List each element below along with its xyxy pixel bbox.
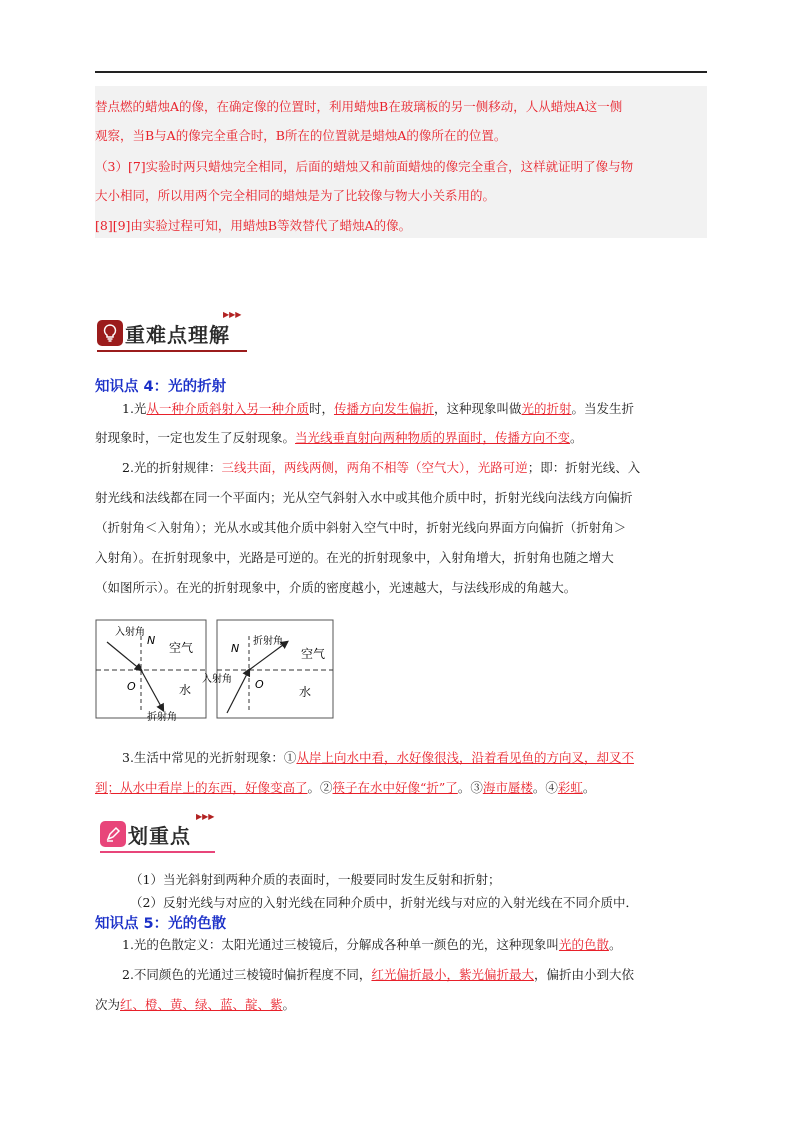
left-refraction-angle-label: 折射角: [147, 712, 177, 723]
arrows-decoration: ▶▶▶: [196, 812, 215, 821]
right-water-label: 水: [299, 685, 312, 699]
knowledge-point-4-title: 知识点 4：光的折射: [95, 379, 227, 395]
section-title: 重难点理解: [125, 322, 230, 347]
section-underline: [100, 851, 215, 853]
kp4-paragraph-2-line-4: 入射角）。在折射现象中，光路是可逆的。在光的折射现象中，入射角增大，折射角也随之增大: [95, 550, 614, 565]
left-refracted-ray: [141, 670, 163, 710]
kp5-paragraph-2-line-2: 次为红、橙、黄、绿、蓝、靛、紫。: [95, 997, 296, 1012]
left-water-label: 水: [179, 683, 192, 697]
left-incident-angle-label: 入射角: [115, 627, 145, 638]
highlighter-icon: [100, 821, 126, 847]
kp4-paragraph-1-line-2: 射现象时，一定也发生了反射现象。当光线垂直射向两种物质的界面时，传播方向不变。: [95, 430, 583, 445]
right-origin-label: O: [255, 678, 264, 691]
refraction-diagram: [95, 618, 335, 724]
answer-line-5: [8][9]由实验过程可知，用蜡烛B等效替代了蜡烛A的像。: [95, 218, 412, 233]
header-rule: [95, 71, 707, 73]
right-incident-angle-label: 入射角: [202, 674, 232, 685]
answer-line-3: （3）[7]实验时两只蜡烛完全相同，后面的蜡烛又和前面蜡烛的像完全重合，这样就证明了像与物: [95, 159, 634, 174]
kp5-paragraph-2-line-1: 2.不同颜色的光通过三棱镜时偏折程度不同，红光偏折最小，紫光偏折最大，偏折由小到大依: [122, 967, 634, 982]
answer-line-4: 大小相同，所以用两个完全相同的蜡烛是为了比较像与物大小关系用的。: [95, 188, 496, 203]
answer-line-2: 观察，当B与A的像完全重合时，B所在的位置就是蜡烛A的像所在的位置。: [95, 128, 507, 143]
kp4-paragraph-3-line-1: 3.生活中常见的光折射现象：①从岸上向水中看，水好像很浅，沿着看见鱼的方向叉，却叉不: [122, 750, 634, 765]
left-incident-ray: [107, 642, 141, 670]
right-normal-label: N: [231, 642, 240, 655]
right-air-label: 空气: [301, 647, 326, 661]
left-normal-label: N: [147, 634, 156, 647]
left-origin-label: O: [127, 680, 136, 693]
kp4-paragraph-2-line-3: （折射角＜入射角）；光从水或其他介质中斜射入空气中时，折射光线向界面方向偏折（折射角＞: [95, 520, 627, 535]
section-header-key-points: [97, 316, 230, 350]
kp5-paragraph-1: 1.光的色散定义：太阳光通过三棱镜后，分解成各种单一颜色的光，这种现象叫光的色散。: [122, 937, 622, 952]
highlight-2: （2）反射光线与对应的入射光线在同种介质中，折射光线与对应的入射光线在不同介质中．: [130, 895, 638, 910]
left-air-label: 空气: [169, 641, 194, 655]
knowledge-point-5-title: 知识点 5：光的色散: [95, 916, 227, 932]
section-title: 划重点: [128, 823, 191, 848]
answer-box: [95, 86, 707, 238]
kp4-paragraph-2-line-5: （如图所示）。在光的折射现象中，介质的密度越小，光速越大，与法线形成的角越大。: [95, 580, 577, 595]
section-header-highlights: [100, 817, 191, 851]
right-panel-frame: [217, 620, 333, 718]
right-refraction-angle-label: 折射角: [253, 636, 283, 647]
kp4-paragraph-1-line-1: 1.光从一种介质斜射入另一种介质时，传播方向发生偏折，这种现象叫做光的折射。当发生折: [122, 401, 635, 416]
kp4-paragraph-2-line-1: 2.光的折射规律：三线共面，两线两侧，两角不相等（空气大），光路可逆；即：折射光线、入: [122, 460, 641, 475]
kp4-paragraph-2-line-2: 射光线和法线都在同一个平面内；光从空气斜射入水中或其他介质中时，折射光线向法线方向偏折: [95, 490, 633, 505]
answer-line-1: 替点燃的蜡烛A的像，在确定像的位置时，利用蜡烛B在玻璃板的另一侧移动，人从蜡烛A这一侧: [95, 99, 623, 114]
section-underline: [97, 350, 247, 352]
arrows-decoration: ▶▶▶: [223, 310, 242, 319]
highlight-1: （1）当光斜射到两种介质的表面时，一般要同时发生反射和折射；: [130, 872, 501, 887]
kp4-paragraph-3-line-2: 到；从水中看岸上的东西，好像变高了。②筷子在水中好像“折”了。③海市蜃楼。④彩虹。: [95, 780, 596, 795]
lightbulb-icon: [97, 320, 123, 346]
